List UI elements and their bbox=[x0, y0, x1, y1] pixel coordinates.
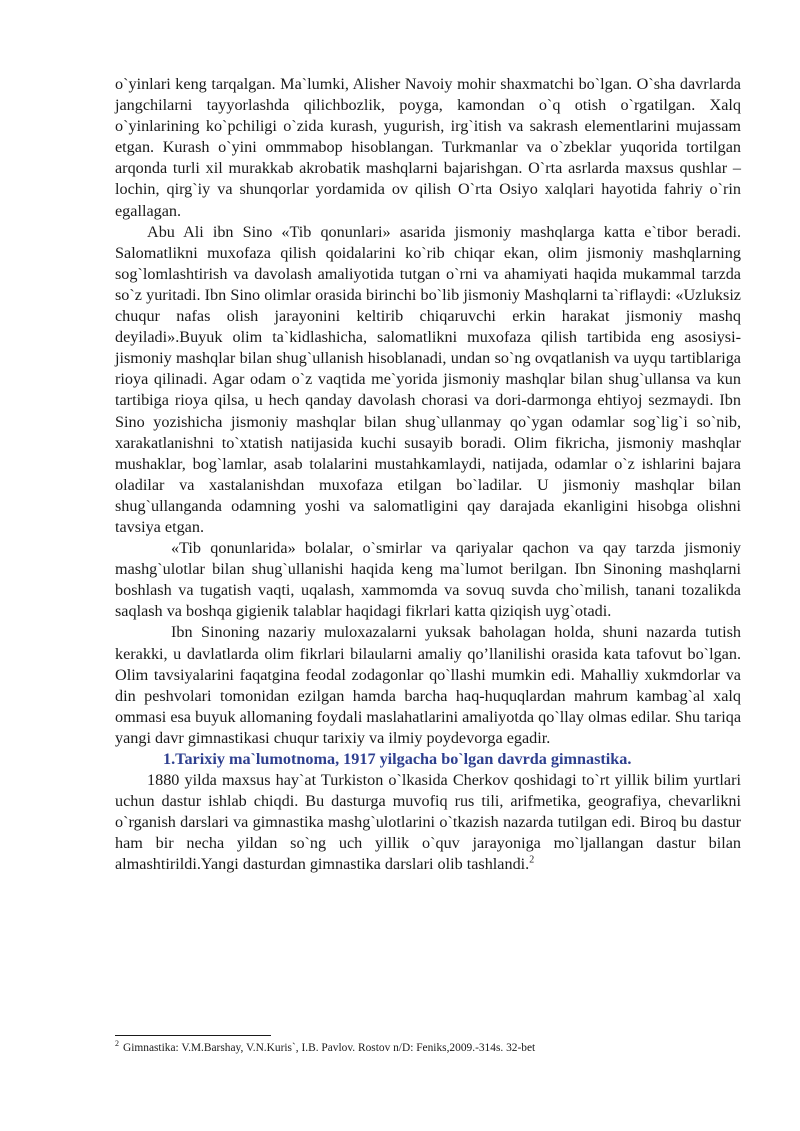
paragraph-1880-text: 1880 yilda maxsus hay`at Turkiston o`lkasida Cherkov qoshidagi to`rt yillik bilim yurtlari uchun dastur ishlab chiqdi. Bu dasturga muvofiq rus tili, arifmetika, geografiya, chevarlikni o`rganish darslari va gimnastika mashg`ulotlarini o`tkazish nazarda tutilgan edi. Biroq bu dastur ham bir necha yildan so`ng uch yillik o`quv jarayoniga mo`ljallangan dastur bilan almashtirildi.Yangi dasturdan gimnastika darslari olib tashlandi. bbox=[115, 771, 741, 874]
paragraph-ibn-sino-exercises: Abu Ali ibn Sino «Tib qonunlari» asarida jismoniy mashqlarga katta e`tibor beradi. Salomatlikni muxofaza qilish qoidalarini ko`rib chiqar ekan, olim jismoniy mashqlarning sog`lomlashtirish va davolash amaliyotida tutgan o`rni va ahamiyati haqida mukammal tarzda so`z yuritadi. Ibn Sino olimlar orasida birinchi bo`lib jismoniy Mashqlarni ta`riflaydi: «Uzluksiz chuqur nafas olish jarayonini keltirib chiqaruvchi erkin harakat jismoniy mashq deyiladi».Buyuk olim ta`kidlashicha, salomatlikni muxofaza qilish tartibida eng asosiysi-jismoniy mashqlar bilan shug`ullanish hisoblanadi, undan so`ng ovqatlanish va uyqu tartiblariga rioya qilinadi. Agar odam o`z vaqtida me`yorida jismoniy mashqlar bilan shug`ullansa va kun tartibiga rioya qilsa, u hech qanday davolash chorasi va dori-darmonga ehtiyoj sezmaydi. Ibn Sino yozishicha jismoniy mashqlar bilan shug`ullanmay qo`ygan odamlar sog`lig`i so`nib, xarakatlanishni to`xtatish natijasida kuchi susayib boradi. Olim fikricha, jismoniy mashqlar mushaklar, bog`lamlar, asab tolalarini mustahkamlaydi, natijada, odamlar o`z ishlarini bajara oladilar va xastalanishdan muxofaza etilgan bo`ladilar. U jismoniy mashqlar bilan shug`ullanganda odamning yoshi va salomatligini qay darajada ekanligini hisobga olishni tavsiya etgan. bbox=[115, 222, 741, 536]
footnote-text: Gimnastika: V.M.Barshay, V.N.Kuris`, I.B. Pavlov. Rostov n/D: Feniks,2009.-314s. 32-bet bbox=[123, 1042, 536, 1054]
section-heading: 1.Tarixiy ma`lumotnoma, 1917 yilgacha bo`lgan davrda gimnastika. bbox=[163, 750, 632, 768]
footnote bbox=[115, 1041, 741, 1055]
paragraph-ibn-sino-theory: Ibn Sinoning nazariy muloxazalarni yuksak baholagan holda, shuni nazarda tutish kerakki, u davlatlarda olim fikrlari bilaularni amaliy qo’llanilishi orasida kata tafovut bo`lgan. Olim tavsiyalarini faqatgina feodal zodagonlar qo`llashi mumkin edi. Mahalliy xukmdorlar va din peshvolari tomonidan ezilgan hamda barcha haq-huquqlardan mahrum kambag`al xalq ommasi esa buyuk allomaning foydali maslahatlarini amaliyotda qo`llay olmas edilar. Shu tariqa yangi davr gimnastikasi chuqur tarixiy va ilmiy poydevorga egadir. bbox=[115, 623, 741, 747]
paragraph-games: o`yinlari keng tarqalgan. Ma`lumki, Alisher Navoiy mohir shaxmatchi bo`lgan. O`sha davrlarda jangchilarni tayyorlashda qilichbozlik, poyga, kamondan o`q otish o`rgatilgan. Xalq o`yinlarining ko`pchiligi o`zida kurash, yugurish, irg`itish va sakrash elementlarini mujassam etgan. Kurash o`yini ommmabop hisoblangan. Turkmanlar va o`zbeklar yuqorida tortilgan arqonda turli xil murakkab akrobatik mashqlarni bajarishgan. O`rta asrlarda maxsus qushlar – lochin, qirg`iy va shunqorlar yordamida ov qilish O`rta Osiyo xalqlari hayotida fahriy o`rin egallagan. bbox=[115, 75, 741, 220]
paragraph-tib-qonunlari: «Tib qonunlarida» bolalar, o`smirlar va qariyalar qachon va qay tarzda jismoniy mashg`ulotlar bilan shug`ullanishi haqida keng ma`lumot berilgan. Ibn Sinoning mashqlarni boshlash va tugatish vaqti, uqalash, xammomda va sovuq suvda cho`milish, tanani tozalikda saqlash va boshqa gigienik talablar haqidagi fikrlari katta qiziqish uyg`otadi. bbox=[115, 539, 741, 621]
footnote-reference[interactable]: 2 bbox=[529, 855, 535, 867]
footnote-mark: 2 bbox=[115, 1039, 119, 1049]
paragraph-1880-program bbox=[115, 770, 741, 875]
document-body bbox=[115, 74, 741, 876]
footnote-divider bbox=[115, 1035, 271, 1036]
